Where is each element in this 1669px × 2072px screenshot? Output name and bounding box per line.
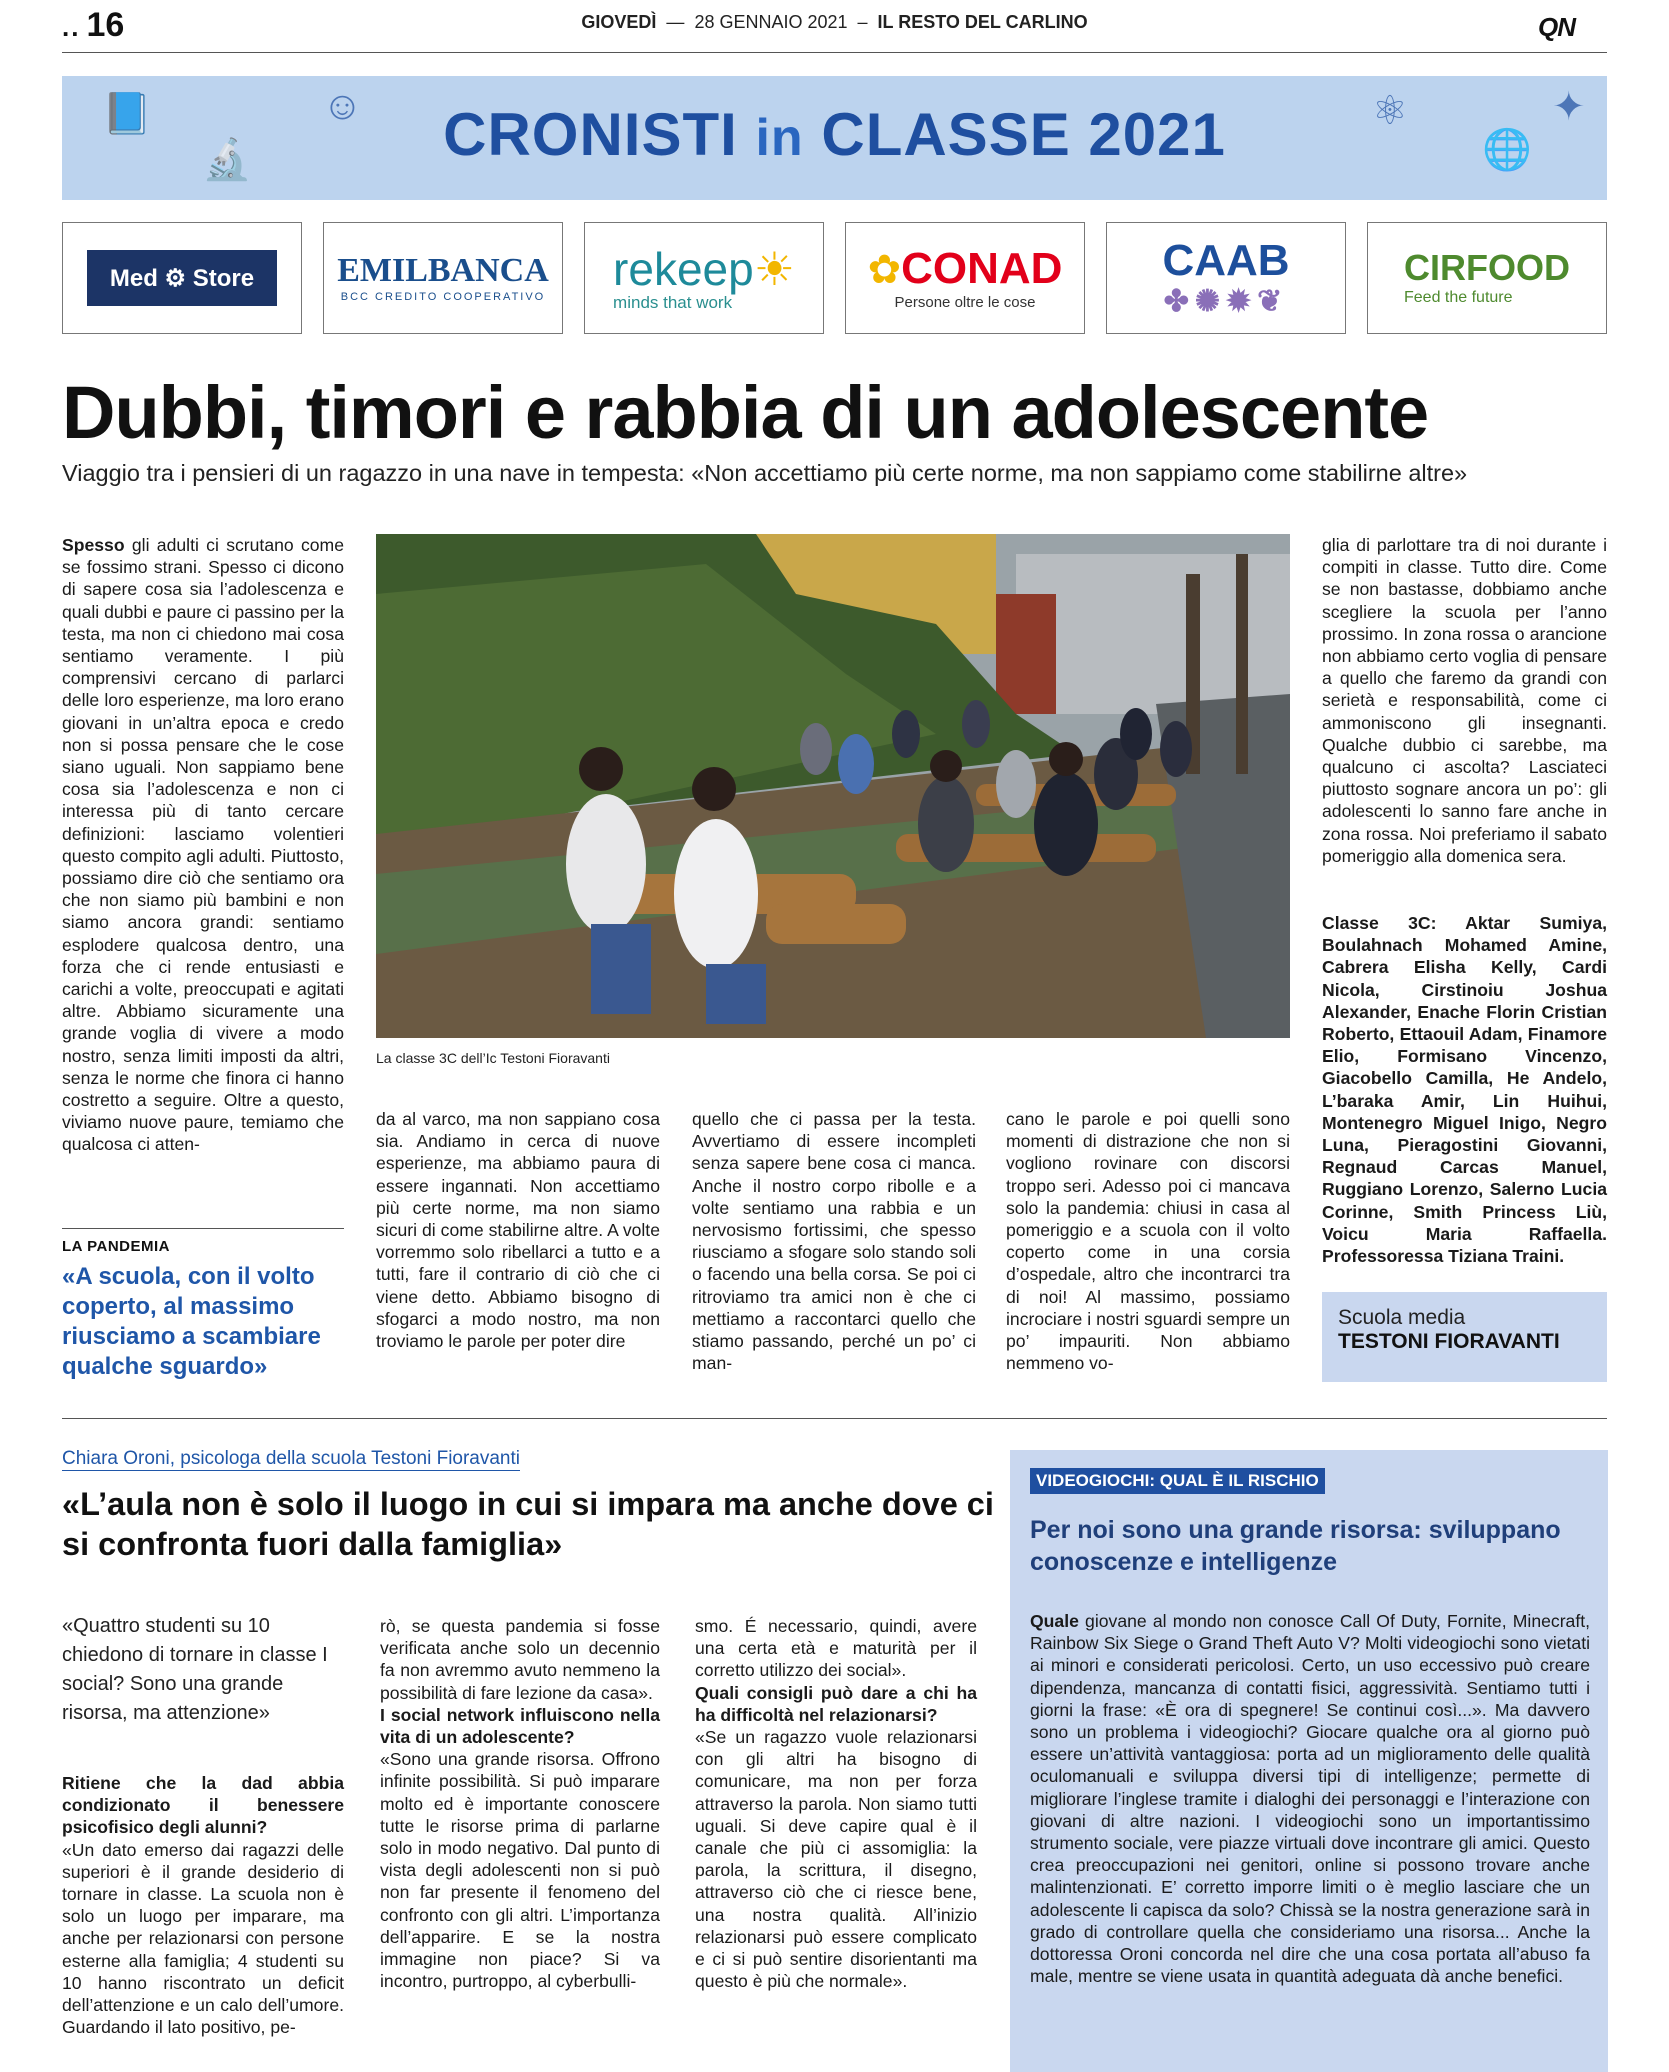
class-photo-image xyxy=(376,534,1290,1038)
star-icon: ✦ xyxy=(1552,85,1586,129)
smiley-icon: ☺ xyxy=(322,84,363,128)
sponsor-caab: CAAB ✤✺✹❦ xyxy=(1106,222,1346,334)
interview-column-3 xyxy=(695,1615,977,1992)
qn-logo: QN xyxy=(1538,12,1575,42)
interview-column-2 xyxy=(380,1615,660,1992)
photo-caption: La classe 3C dell’Ic Testoni Fioravanti xyxy=(376,1050,610,1066)
masthead-day: GIOVEDÌ xyxy=(581,12,657,32)
page-number: .. 16 xyxy=(62,6,125,44)
school-box xyxy=(1322,1292,1607,1382)
book-icon: 📘 xyxy=(102,92,152,136)
interview-question-3: Quali consigli può dare a chi ha ha difficoltà nel relazionarsi? xyxy=(695,1682,977,1725)
cronisti-banner xyxy=(62,76,1607,200)
interview-answer-1: «Un dato emerso dai ragazzi delle superiori è il grande desiderio di tornare in classe. La scuola non è solo un luogo per imparare, ma anche per relazionarsi con persone esterne alla famiglia; 4 studenti su 10 hanno riscontrato un deficit dell’attenzione e un calo dell’umore. Guardando il lato positivo, pe- xyxy=(62,1839,344,2038)
class-photo xyxy=(376,534,1290,1038)
microscope-icon: 🔬 xyxy=(202,138,252,182)
article-column-1: Spesso gli adulti ci scrutano come se fossimo strani. Spesso ci dicono di sapere cosa sia l’adolescenza e quali dubbi e paure ci passino per la testa, ma non ci chiedono mai cosa sentiamo veramente. I più comprensivi cercano di parlarci delle loro esperienze, ma loro erano giovani in un’altra epoca e credo non si possa pensare che le cose siano uguali. Non sappiamo bene cosa sia l’adolescenza e non ci interessa più di tanto cercare definizioni: lasciamo volentieri questo compito agli adulti. Piuttosto, possiamo dire ciò che sentiamo ora che non siamo più bambini e non siamo ancora grandi: sentiamo esplodere qualcosa dentro, una forza che ci rende entusiasti e carichi a volte, preoccupati e agitati altre. Abbiamo sicuramente una grande voglia di vivere a modo nostro, senza limiti imposti da altri, senza le norme che finora ci hanno costretto a seguire. Oltre a questo, viviamo nuove paure, temiamo che qualcosa ci atten- xyxy=(62,535,344,1155)
interview-title: «L’aula non è solo il luogo in cui si impara ma anche dove ci si confronta fuori dalla famiglia» xyxy=(62,1486,994,1562)
masthead: GIOVEDÌ — 28 GENNAIO 2021 – IL RESTO DEL CARLINO xyxy=(581,12,1088,32)
videogiochi-title: Per noi sono una grande risorsa: sviluppano conoscenze e intelligenze xyxy=(1030,1516,1561,1576)
article-column-5: glia di parlottare tra di noi durante i compiti in classe. Tutto dire. Come se non bastasse, dobbiamo anche scegliere la scuola per l’anno prossimo. In zona rossa o arancione non abbiamo certo voglia di pensare a quello che faremo da grandi con serietà e responsabilità, come ci ammoniscono gli insegnanti. Qualche dubbio ci sarebbe, ma qualcuno ci ascolta? Lasciateci piuttosto sognare ancora un po’: gli adolescenti lo sanno fare anche in zona rossa. Noi preferiamo il sabato pomeriggio alla domenica sera. xyxy=(1322,535,1607,866)
pullquote: «A scuola, con il volto coperto, al massimo riusciamo a scambiare qualche sguardo» xyxy=(62,1263,321,1380)
caab-symbols-icon: ✤✺✹❦ xyxy=(1163,285,1289,318)
banner-title: CRONISTI in CLASSE 2021 xyxy=(443,101,1226,168)
interview-answer-1-cont: rò, se questa pandemia si fosse verificata anche solo un decennio fa non avremmo avuto nemmeno la possibilità di fare lezione da casa». xyxy=(380,1616,660,1703)
class-credits: Classe 3C: Aktar Sumiya, Boulahnach Mohamed Amine, Cabrera Elisha Kelly, Cardi Nicola, Cirstinoiu Joshua Alexander, Enache Florin Cristian Roberto, Ettaouil Adam, Finamore Elio, Formisano Vincenzo, Giacobello Camilla, He Andelo, L’baraka Amir, Lin Huihui, Montenegro Miguel Inigo, Negro Luna, Pieragostini Giovanni, Regnaud Carcas Manuel, Ruggiano Lorenzo, Salerno Lucia Corinne, Smith Princess Liù, Voicu Maria Raffaella. Professoressa Tiziana Traini. xyxy=(1322,913,1607,1267)
article-column-3: quello che ci passa per la testa. Avvertiamo di essere incompleti senza sapere bene cosa ci manca. Anche il nostro corpo ribolle e a volte sentiamo una rabbia e un nervosismo fortissimi, che spesso riusciamo a sfogare solo stando soli o facendo una bella corsa. Se poi ci ritroviamo tra amici non è che ci mettiamo a raccontarci quello che stiamo passando, perché un po’ ci man- xyxy=(692,1109,976,1374)
sun-icon: ☀ xyxy=(753,242,795,295)
column-divider xyxy=(62,1228,344,1229)
globe-icon: 🌐 xyxy=(1482,128,1532,172)
interview-column-1 xyxy=(62,1772,344,2038)
masthead-paper: IL RESTO DEL CARLINO xyxy=(877,12,1088,32)
videogiochi-body: Quale giovane al mondo non conosce Call Of Duty, Fornite, Minecraft, Rainbow Six Siege o Grand Theft Auto V? Molti videogiochi sono vietati ai minori e considerati pericolosi. Certo, un uso eccessivo può creare dipendenza, mancanza di contatti fisici, aggressività. Sentiamo tutti i giorni la frase: «È ora di spegnere! Se continui così...». Ma davvero sono un problema i videogiochi? Giocare qualche ora al giorno può essere un’attività vantaggiosa: porta ad un miglioramento delle qualità oculomanuali e sviluppa diversi tipi di intelligenze; permette di migliorare l’inglese tramite i dialoghi dei personaggi e l’interazione con giovani di altre nazioni. I videogiochi sono un importantissimo strumento sociale, vere piazze virtuali dove incontrare gli amici. Questo crea preoccupazioni nei genitori, online si possono trovare anche malintenzionati. E’ corretto imporre limiti o è meglio lasciare che un adolescente li capisca da solo? Chissà se la nostra generazione sarà in grado di controllare quella che consideriamo una risorsa... Anche la dottoressa Oroni concorda nel dire che una cosa portata all’abuso fa male, mentre se viene usata in quantità adeguata dà anche benefici. xyxy=(1030,1611,1590,1987)
interview-intro: «Quattro studenti su 10 chiedono di tornare in classe I social? Sono una grande risorsa, ma attenzione» xyxy=(62,1615,328,1724)
videogiochi-label: VIDEOGIOCHI: QUAL È IL RISCHIO xyxy=(1030,1468,1325,1494)
sponsor-emilbanca: EMILBANCA BCC CREDITO COOPERATIVO xyxy=(323,222,563,334)
sponsor-conad: ✿CONAD Persone oltre le cose xyxy=(845,222,1085,334)
interview-answer-3: «Se un ragazzo vuole relazionarsi con gli altri ha bisogno di comunicare, ma non per forza attraverso la parola. Non siamo tutti uguali. Si deve capire qual è il canale che più ci assomiglia: la parola, la scrittura, il disegno, attraverso ciò che ci riesce bene, una nostra qualità. All’inizio relazionarsi può essere complicato e ci si può sentire disorientanti ma questo è più che normale». xyxy=(695,1727,977,1992)
interview-kicker: Chiara Oroni, psicologa della scuola Testoni Fioravanti xyxy=(62,1448,521,1469)
sponsor-rekeep: rekeep☀ minds that work xyxy=(584,222,824,334)
atom-icon: ⚛ xyxy=(1372,89,1408,133)
header-rule xyxy=(62,52,1607,53)
article-subtitle: Viaggio tra i pensieri di un ragazzo in una nave in tempesta: «Non accettiamo più certe norme, ma non sappiamo come stabilirne altre» xyxy=(62,460,1468,486)
pandemia-label: LA PANDEMIA xyxy=(62,1238,170,1255)
flower-icon: ✿ xyxy=(867,247,902,292)
article-title: Dubbi, timori e rabbia di un adolescente xyxy=(62,371,1429,454)
interview-question-2: I social network influiscono nella vita di un adolescente? xyxy=(380,1704,660,1748)
school-name: TESTONI FIORAVANTI xyxy=(1338,1330,1560,1353)
interview-answer-2-cont: smo. É necessario, quindi, avere una certa età e maturità per il corretto utilizzo dei social». xyxy=(695,1616,977,1681)
interview-question-1: Ritiene che la dad abbia condizionato il benessere psicofisico degli alunni? xyxy=(62,1773,344,1838)
sponsor-medstore: Med ⚙ Store xyxy=(62,222,302,334)
article-column-4: cano le parole e poi quelli sono momenti di distrazione che non si vogliono rovinare con discorsi troppo seri. Adesso poi ci mancava solo la pandemia: chiusi in casa al pomeriggio e a scuola con il volto coperto come in una corsia d’ospedale, altro che incontrarci tra di noi! Al massimo, possiamo incrociare i nostri sguardi sempre un po’ impauriti. Non abbiamo nemmeno vo- xyxy=(1006,1109,1290,1374)
school-type: Scuola media xyxy=(1338,1306,1466,1329)
masthead-date: 28 GENNAIO 2021 xyxy=(694,12,848,32)
sponsor-cirfood: CIRFOOD Feed the future xyxy=(1367,222,1607,334)
section-divider xyxy=(62,1418,1607,1419)
article-column-2: da al varco, ma non sappiano cosa sia. Andiamo in cerca di nuove esperienze, ma abbiamo paura di essere ingannati. Non accettiamo più certe norme, ma non siamo sicuri di come stabilirne altre. A volte vorremmo solo ribellarci a tutto e a tutti, fare il contrario di ciò che ci viene detto. Abbiamo bisogno di sfogarci a modo nostro, ma non troviamo le parole per poter dire xyxy=(376,1109,660,1352)
interview-answer-2: «Sono una grande risorsa. Offrono infinite possibilità. Si può imparare molto ed è importante conoscere tutte le risorse prima di parlarne solo in modo negativo. Dal punto di vista degli adolescenti non si può non far presente il fenomeno del confronto con gli altri. L’importanza dell’apparire. E se la nostra immagine non piace? Si va incontro, purtroppo, al cyberbulli- xyxy=(380,1749,660,1992)
